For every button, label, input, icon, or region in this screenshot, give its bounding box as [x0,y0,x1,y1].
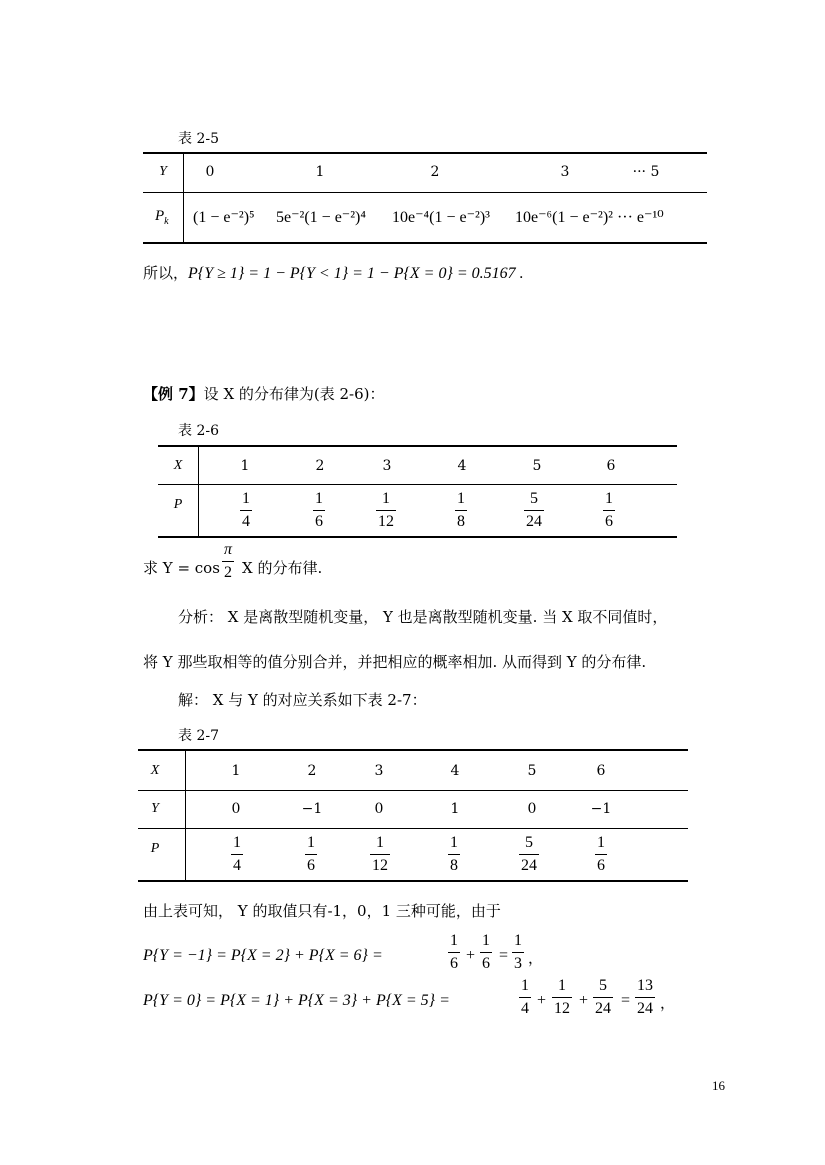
analysis-line-1: 分析： X 是离散型随机变量， Y 也是离散型随机变量. 当 X 取不同值时， [178,608,668,626]
table-2-7-p-fraction: 1 4 [233,834,241,874]
equation-1-operator: = [499,947,509,964]
example-7-text: 设 X 的分布律为(表 2-6)： [203,385,385,403]
table-2-6-vertical-rule [198,445,199,538]
table-2-6-p-fraction: 5 24 [526,490,542,530]
table-2-6-x-value: 3 [382,458,392,474]
table-2-6-x-value: 6 [606,458,616,474]
equation-1-operator: + [466,947,476,964]
table-2-7-p-label: P [150,841,160,856]
equation-2-operator: + [579,992,589,1009]
question-line [143,557,220,578]
equation-1-fraction: 1 3 [514,932,522,972]
table-2-6-p-fraction: 1 4 [242,490,250,530]
table-2-5-pk-value: (1 − e⁻²)⁵ [193,209,255,226]
table-2-5-top-rule [143,152,707,154]
table-2-7-y-value: −1 [301,801,323,817]
table-2-7-p-fraction: 1 6 [597,834,605,874]
table-2-6-bottom-rule [158,536,677,538]
equation-1-end: ， [528,949,544,967]
question-post: X 的分布律. [242,559,323,577]
conclusion-line [143,262,524,283]
equation-1-fraction: 1 6 [482,932,490,972]
table-2-6-p-fraction: 1 8 [457,490,465,530]
table-2-5-y-value: 2 [430,164,440,180]
table-2-6-x-value: 1 [240,458,250,474]
equation-2-lhs: P{Y = 0} = P{X = 1} + P{X = 3} + P{X = 5} = [143,992,450,1009]
table-2-7-y-value: 0 [527,801,537,817]
table-2-7-x-value: 1 [231,763,241,779]
table-2-7-y-value: 0 [231,801,241,817]
table-2-5-y-value: 0 [205,164,215,180]
table-2-7-x-value: 6 [596,763,606,779]
equation-2-fraction: 13 24 [637,977,653,1017]
table-2-7-bottom-rule [138,880,688,882]
analysis-line-2: 将 Y 那些取相等的值分别合并，并把相应的概率相加. 从而得到 Y 的分布律. [143,653,647,671]
pk-label-sub: k [164,216,169,227]
equation-2-fraction: 1 4 [521,977,529,1017]
conclusion-prefix: 所以， [143,264,189,282]
table-2-6-x-label: X [173,458,183,473]
table-2-6-top-rule [158,445,677,447]
question-fraction: π 2 [224,541,233,581]
equation-1-fraction: 1 6 [450,932,458,972]
table-2-7-top-rule [138,749,688,751]
equation-2-fraction: 5 24 [595,977,611,1017]
table-2-7-p-fraction: 5 24 [521,834,537,874]
table-2-7-y-value: 0 [374,801,384,817]
table-2-6-p-label: P [173,497,183,512]
table-2-7-rule-2 [138,828,688,829]
table-2-7-x-value: 4 [450,763,460,779]
table-2-7-rule-1 [138,790,688,791]
table-2-7-y-value: −1 [590,801,612,817]
table-2-6-p-fraction: 1 12 [378,490,394,530]
table-2-5-y-value: 3 [560,164,570,180]
table-2-6-x-value: 4 [457,458,467,474]
table-2-5-y-value: 1 [315,164,325,180]
table-2-7-p-fraction: 1 12 [372,834,388,874]
table-2-5-y-value: ··· 5 [632,164,660,180]
example-7-label: 【例 7】 [143,385,204,403]
table-2-5-caption: 表 2-5 [178,131,219,147]
table-2-7-x-label: X [150,763,160,778]
table-2-6-caption: 表 2-6 [178,423,219,439]
solution-line: 解： X 与 Y 的对应关系如下表 2-7： [178,691,427,709]
after-line-1: 由上表可知， Y 的取值只有-1，0，1 三种可能，由于 [143,902,501,920]
table-2-7-y-value: 1 [450,801,460,817]
equation-1-lhs: P{Y = −1} = P{X = 2} + P{X = 6} = [143,947,383,964]
table-2-7-x-value: 5 [527,763,537,779]
table-2-7-caption: 表 2-7 [178,728,219,744]
table-2-7-y-label: Y [151,801,159,816]
question-pre: 求 Y = cos [143,559,220,577]
page-number: 16 [712,1078,725,1093]
table-2-7-p-fraction: 1 8 [450,834,458,874]
table-2-6-p-fraction: 1 6 [315,490,323,530]
equation-2-operator: = [621,992,631,1009]
example-7-heading [143,383,385,404]
table-2-5-vertical-rule [183,152,184,244]
table-2-5-pk-value: 10e⁻⁶(1 − e⁻²)² ··· e⁻¹⁰ [515,209,664,226]
table-2-5-pk-value: 5e⁻²(1 − e⁻²)⁴ [276,209,366,226]
table-2-6-x-value: 2 [315,458,325,474]
equation-2-end: ， [660,994,676,1012]
table-2-6-x-value: 5 [532,458,542,474]
table-2-7-p-fraction: 1 6 [307,834,315,874]
conclusion-formula: P{Y ≥ 1} = 1 − P{Y < 1} = 1 − P{X = 0} = 0.5167 . [188,265,524,282]
table-2-7-x-value: 2 [307,763,317,779]
table-2-6-mid-rule [158,484,677,485]
equation-2-fraction: 1 12 [554,977,570,1017]
table-2-6-p-fraction: 1 6 [605,490,613,530]
pk-label-main: P [155,208,165,224]
equation-2-operator: + [537,992,547,1009]
table-2-7-x-value: 3 [374,763,384,779]
table-2-5-pk-label [155,208,169,227]
table-2-5-bottom-rule [143,242,707,244]
table-2-5-pk-value: 10e⁻⁴(1 − e⁻²)³ [392,209,490,226]
table-2-7-vertical-rule [185,749,186,882]
table-2-5-mid-rule [143,192,707,193]
table-2-5-y-label: Y [159,164,167,179]
